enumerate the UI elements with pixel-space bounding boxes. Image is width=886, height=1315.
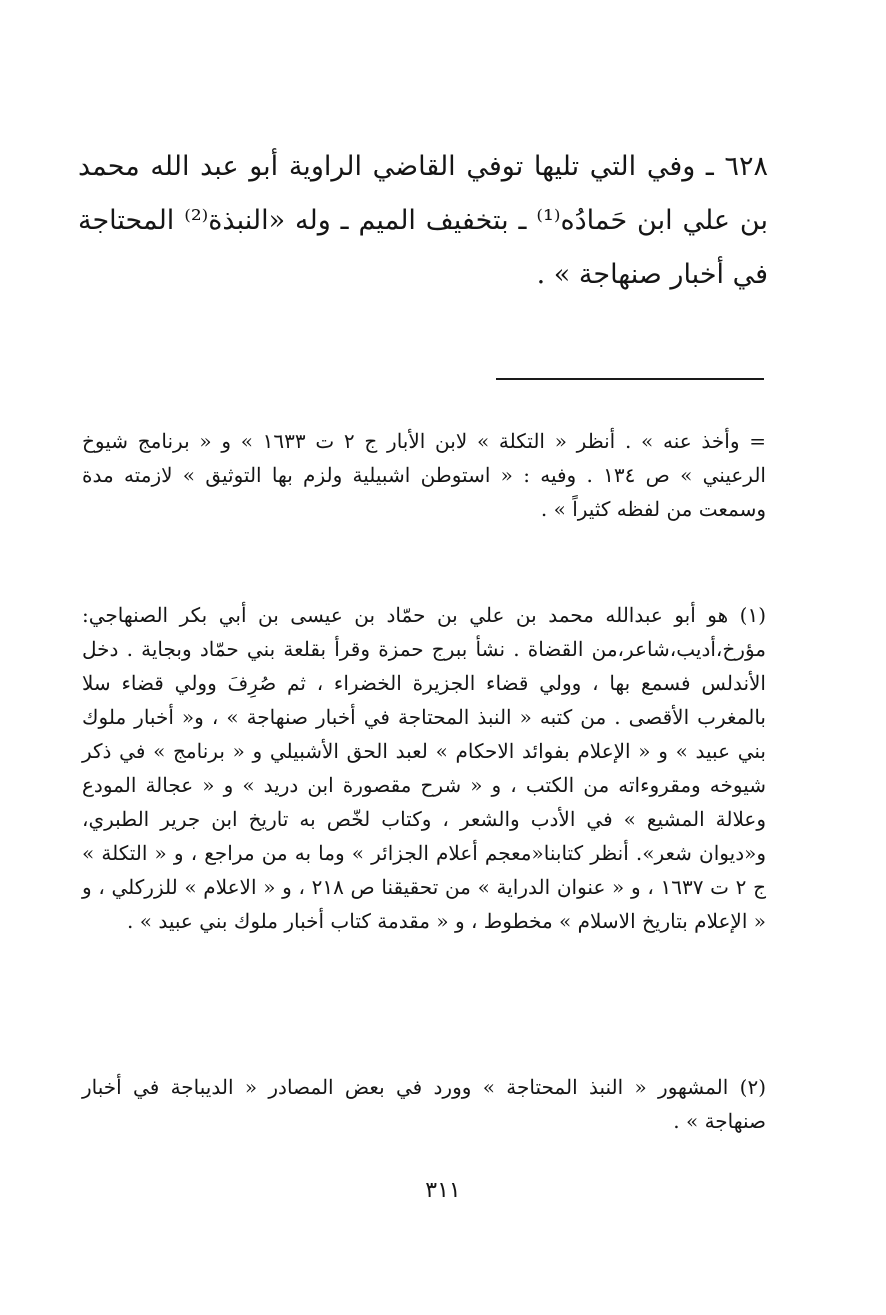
footnote-continuation: = وأخذ عنه » . أنظر « التكلة » لابن الأبار ج ٢ ت ١٦٣٣ » و « برنامج شيوخ الرعيني » ص ١٣٤ . وفيه : « استوطن اشبيلية ولزم بها التوثيق » لازمته مدة وسمعت من لفظه كثيراً » . — [82, 429, 766, 521]
page-number: ٣١١ — [425, 1178, 461, 1203]
footnote-2: (٢) المشهور « النبذ المحتاجة » وورد في بعض المصادر « الديباجة في أخبار صنهاجة » . — [82, 1075, 766, 1133]
footnote-1: (١) هو أبو عبدالله محمد بن علي بن حمّاد بن عيسى بن أبي بكر الصنهاجي: مؤرخ،أديب،شاعر،من القضاة . نشأ ببرج حمزة وقرأ بقلعة بني حمّاد وبجاية . دخل الأندلس فسمع بها ، وولي قضاء الجزيرة الخضراء ، ثم صُرِفَ وولي قضاء سلا بالمغرب الأقصى . من كتبه « النبذ المحتاجة في أخبار صنهاجة » ، و« أخبار ملوك بني عبيد » و « الإعلام بفوائد الاحكام » لعبد الحق الأشبيلي و « برنامج » في ذكر شيوخه ومقروءاته من الكتب ، و « شرح مقصورة ابن دريد » و « عجالة المودع وعلالة المشيع » في الأدب والشعر ، وكتاب لخّص به تاريخ ابن جرير الطبري، و«ديوان شعر». أنظر كتابنا«معجم أعلام الجزائر » وما به من مراجع ، و « التكلة » ج ٢ ت ١٦٣٧ ، و « عنوان الدراية » من تحقيقنا ص ٢١٨ ، و « الاعلام » للزركلي ، و « الإعلام بتاريخ الاسلام » مخطوط ، و « مقدمة كتاب أخبار ملوك بني عبيد » . — [82, 603, 766, 933]
main-entry-text: ٦٢٨ ـ وفي التي تليها توفي القاضي الراوية أبو عبد الله محمد بن علي ابن حَمادُه⁽¹⁾ ـ بتخفيف الميم ـ وله «النبذة⁽²⁾ المحتاجة في أخبار صنهاجة » . — [78, 151, 768, 290]
footnote-divider — [496, 378, 764, 380]
